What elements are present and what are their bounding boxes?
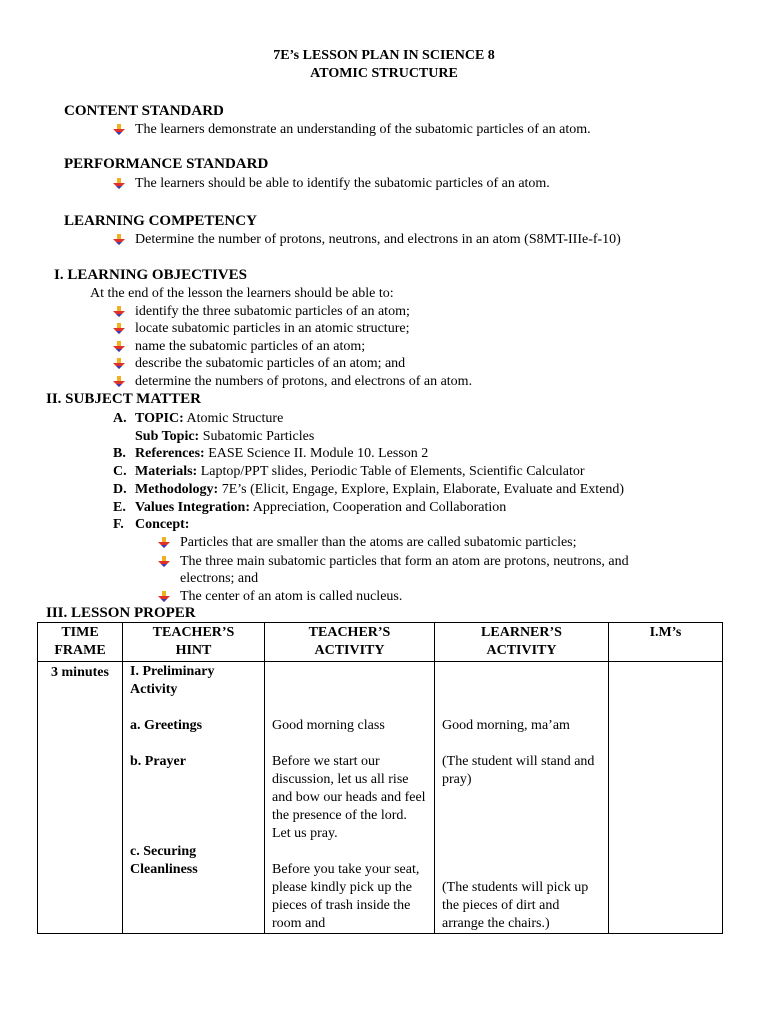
table-header-row bbox=[38, 623, 723, 662]
methodology-line bbox=[135, 481, 624, 499]
header-line: ACTIVITY bbox=[314, 643, 385, 658]
values-value: Appreciation, Cooperation and Collaboration bbox=[250, 500, 507, 515]
hint-prayer: b. Prayer bbox=[130, 754, 186, 769]
header-line: LEARNER’S bbox=[481, 625, 562, 640]
header-teachers-hint bbox=[123, 623, 265, 662]
teacher-cleanliness: Before you take your seat, please kindly pick up the pieces of trash inside the room and bbox=[272, 862, 420, 931]
objective-item: determine the numbers of protons, and electrons of an atom. bbox=[135, 374, 473, 389]
concept-key: Concept: bbox=[135, 517, 190, 532]
references-line bbox=[135, 445, 428, 463]
lesson-proper-heading: III. LESSON PROPER bbox=[46, 605, 196, 621]
ims-cell bbox=[609, 662, 723, 934]
topic-key: TOPIC: bbox=[135, 411, 184, 426]
arrow-bullet-icon bbox=[113, 234, 125, 246]
lesson-proper-table bbox=[37, 622, 723, 934]
learner-prayer: (The student will stand and pray) bbox=[442, 754, 595, 787]
arrow-bullet-icon bbox=[158, 591, 170, 603]
materials-value: Laptop/PPT slides, Periodic Table of Elements, Scientific Calculator bbox=[197, 464, 585, 479]
header-time-frame bbox=[38, 623, 123, 662]
arrow-bullet-icon bbox=[113, 376, 125, 388]
values-integration-line bbox=[135, 499, 506, 517]
header-line: TIME bbox=[61, 625, 99, 640]
concept-item: Particles that are smaller than the atoms are called subatomic particles; bbox=[180, 535, 577, 550]
header-line: TEACHER’S bbox=[308, 625, 391, 640]
subtopic-line bbox=[135, 428, 314, 446]
learning-competency-item: Determine the number of protons, neutrons, and electrons in an atom (S8MT-IIIe-f-10) bbox=[135, 232, 621, 247]
topic-value: Atomic Structure bbox=[183, 411, 284, 426]
performance-standard-heading: PERFORMANCE STANDARD bbox=[64, 156, 269, 172]
arrow-bullet-icon bbox=[113, 323, 125, 335]
hint-greetings: a. Greetings bbox=[130, 718, 203, 733]
materials-line bbox=[135, 463, 585, 481]
spacer bbox=[442, 663, 601, 717]
time-frame-value: 3 minutes bbox=[51, 665, 109, 680]
table-row bbox=[38, 662, 723, 934]
content-standard-heading: CONTENT STANDARD bbox=[64, 103, 224, 119]
header-teachers-activity bbox=[265, 623, 435, 662]
hint-cleanliness: c. Securing Cleanliness bbox=[130, 844, 198, 877]
list-label: A. bbox=[113, 411, 127, 426]
header-line: I.M’s bbox=[649, 625, 682, 640]
learners-activity-cell bbox=[435, 662, 609, 934]
references-key: References: bbox=[135, 446, 205, 461]
teacher-prayer: Before we start our discussion, let us all rise and bow our heads and feel the presence of the lord. Let us pray. bbox=[272, 754, 426, 841]
values-key: Values Integration: bbox=[135, 500, 250, 515]
objective-item: identify the three subatomic particles of an atom; bbox=[135, 304, 410, 319]
performance-standard-item: The learners should be able to identify the subatomic particles of an atom. bbox=[135, 176, 550, 191]
objective-item: describe the subatomic particles of an atom; and bbox=[135, 356, 406, 371]
list-label: E. bbox=[113, 500, 126, 515]
document-subtitle: ATOMIC STRUCTURE bbox=[310, 66, 458, 81]
list-label: D. bbox=[113, 482, 127, 497]
arrow-bullet-icon bbox=[113, 341, 125, 353]
hint-preliminary: I. Preliminary Activity bbox=[130, 664, 215, 697]
references-value: EASE Science II. Module 10. Lesson 2 bbox=[204, 446, 429, 461]
methodology-value: 7E’s (Elicit, Engage, Explore, Explain, Elaborate, Evaluate and Extend) bbox=[218, 482, 625, 497]
spacer bbox=[272, 663, 427, 717]
learner-greeting: Good morning, ma’am bbox=[442, 718, 570, 733]
subject-matter-heading: II. SUBJECT MATTER bbox=[46, 391, 201, 407]
content-standard-item: The learners demonstrate an understanding of the subatomic particles of an atom. bbox=[135, 122, 591, 137]
list-label: B. bbox=[113, 446, 126, 461]
subtopic-key: Sub Topic: bbox=[135, 429, 200, 444]
arrow-bullet-icon bbox=[158, 556, 170, 568]
list-label: F. bbox=[113, 517, 124, 532]
methodology-key: Methodology: bbox=[135, 482, 219, 497]
arrow-bullet-icon bbox=[113, 358, 125, 370]
objectives-intro: At the end of the lesson the learners should be able to: bbox=[90, 286, 394, 301]
teachers-hint-cell bbox=[123, 662, 265, 934]
concept-item: The three main subatomic particles that form an atom are protons, neutrons, and bbox=[180, 554, 629, 569]
topic-line bbox=[135, 410, 283, 428]
subtopic-value: Subatomic Particles bbox=[199, 429, 315, 444]
learner-cleanliness: (The students will pick up the pieces of dirt and arrange the chairs.) bbox=[442, 880, 589, 931]
header-ims bbox=[609, 623, 723, 662]
materials-key: Materials: bbox=[135, 464, 198, 479]
header-line: ACTIVITY bbox=[486, 643, 557, 658]
arrow-bullet-icon bbox=[113, 124, 125, 136]
time-frame-cell bbox=[38, 662, 123, 934]
learning-competency-heading: LEARNING COMPETENCY bbox=[64, 213, 257, 229]
teacher-greeting: Good morning class bbox=[272, 718, 385, 733]
objective-item: locate subatomic particles in an atomic structure; bbox=[135, 321, 410, 336]
teachers-activity-cell bbox=[265, 662, 435, 934]
arrow-bullet-icon bbox=[113, 306, 125, 318]
concept-item-continued: electrons; and bbox=[180, 571, 259, 586]
header-line: TEACHER’S bbox=[152, 625, 235, 640]
arrow-bullet-icon bbox=[158, 537, 170, 549]
list-label: C. bbox=[113, 464, 127, 479]
arrow-bullet-icon bbox=[113, 178, 125, 190]
header-line: HINT bbox=[175, 643, 212, 658]
header-learners-activity bbox=[435, 623, 609, 662]
learning-objectives-heading: I. LEARNING OBJECTIVES bbox=[54, 267, 247, 283]
header-line: FRAME bbox=[54, 643, 106, 658]
document-title: 7E’s LESSON PLAN IN SCIENCE 8 bbox=[273, 48, 495, 63]
objective-item: name the subatomic particles of an atom; bbox=[135, 339, 366, 354]
concept-item: The center of an atom is called nucleus. bbox=[180, 589, 403, 604]
